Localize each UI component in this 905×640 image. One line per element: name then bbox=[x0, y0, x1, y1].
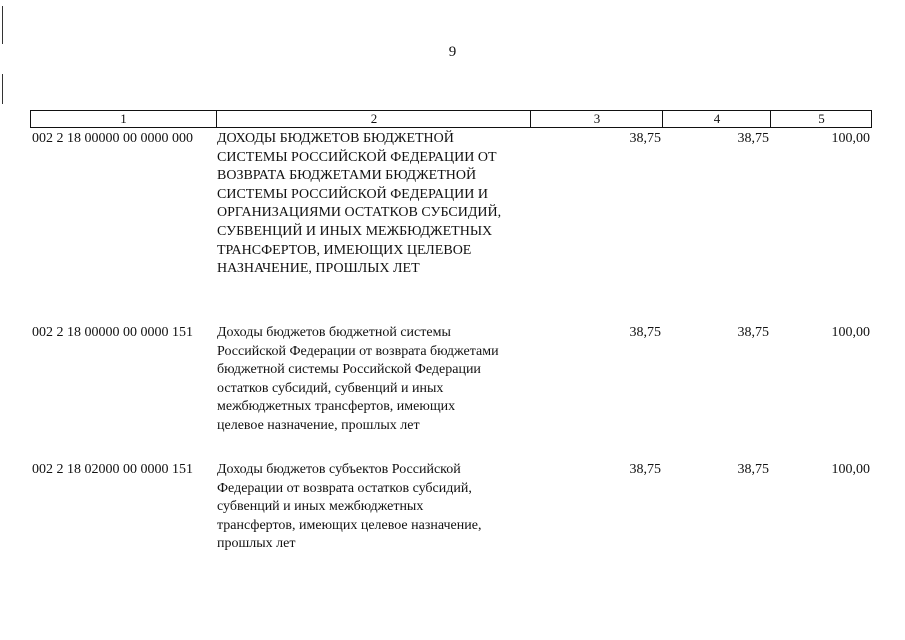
row-name bbox=[217, 461, 532, 554]
row-value-col5: 100,00 bbox=[831, 325, 870, 340]
table-header-row bbox=[30, 110, 872, 128]
row-name-line: трансфертов, имеющих целевое назначение, bbox=[217, 517, 482, 533]
row-name-line: Российской Федерации от возврата бюджетами bbox=[217, 343, 499, 359]
header-cell-3: 3 bbox=[530, 111, 663, 127]
row-name-line: бюджетной системы Российской Федерации bbox=[217, 362, 481, 378]
row-code: 002 2 18 00000 00 0000 000 bbox=[32, 131, 193, 146]
row-value-col3: 38,75 bbox=[629, 325, 661, 340]
row-value-col4: 38,75 bbox=[737, 325, 769, 340]
row-value-col3: 38,75 bbox=[629, 462, 661, 477]
row-name bbox=[217, 324, 532, 436]
scan-edge-mark bbox=[2, 6, 3, 44]
row-name-line: ОРГАНИЗАЦИЯМИ ОСТАТКОВ СУБСИДИЙ, bbox=[217, 205, 502, 221]
header-cell-1: 1 bbox=[120, 111, 127, 126]
row-name-line: СИСТЕМЫ РОССИЙСКОЙ ФЕДЕРАЦИИ И bbox=[217, 186, 488, 202]
row-value-col4: 38,75 bbox=[737, 131, 769, 146]
row-name-line: СУБВЕНЦИЙ И ИНЫХ МЕЖБЮДЖЕТНЫХ bbox=[217, 223, 493, 239]
row-name-line: СИСТЕМЫ РОССИЙСКОЙ ФЕДЕРАЦИИ ОТ bbox=[217, 149, 497, 165]
row-name-line: ВОЗВРАТА БЮДЖЕТАМИ БЮДЖЕТНОЙ bbox=[217, 168, 477, 184]
row-name-line: остатков субсидий, субвенций и иных bbox=[217, 380, 444, 396]
row-value-col4: 38,75 bbox=[737, 462, 769, 477]
row-name-line: Федерации от возврата остатков субсидий, bbox=[217, 480, 472, 496]
row-value-col3: 38,75 bbox=[629, 131, 661, 146]
page-number: 9 bbox=[448, 44, 457, 60]
row-code: 002 2 18 02000 00 0000 151 bbox=[32, 462, 193, 477]
header-cell-2: 2 bbox=[216, 111, 531, 127]
row-name-line: Доходы бюджетов субъектов Российской bbox=[217, 462, 461, 477]
row-name bbox=[217, 130, 532, 279]
header-cell-5: 5 bbox=[770, 111, 872, 127]
row-name-line: межбюджетных трансфертов, имеющих bbox=[217, 399, 456, 415]
row-value-col5: 100,00 bbox=[831, 462, 870, 477]
row-value-col5: 100,00 bbox=[831, 131, 870, 146]
scan-edge-mark bbox=[2, 74, 3, 104]
row-name-line: целевое назначение, прошлых лет bbox=[217, 417, 420, 433]
row-code: 002 2 18 00000 00 0000 151 bbox=[32, 325, 193, 340]
row-name-line: субвенций и иных межбюджетных bbox=[217, 499, 424, 515]
row-name-line: ДОХОДЫ БЮДЖЕТОВ БЮДЖЕТНОЙ bbox=[217, 131, 454, 146]
row-name-line: прошлых лет bbox=[217, 536, 296, 552]
row-name-line: НАЗНАЧЕНИЕ, ПРОШЛЫХ ЛЕТ bbox=[217, 261, 420, 277]
row-name-line: Доходы бюджетов бюджетной системы bbox=[217, 325, 451, 340]
row-name-line: ТРАНСФЕРТОВ, ИМЕЮЩИХ ЦЕЛЕВОЕ bbox=[217, 242, 472, 258]
header-cell-4: 4 bbox=[662, 111, 771, 127]
